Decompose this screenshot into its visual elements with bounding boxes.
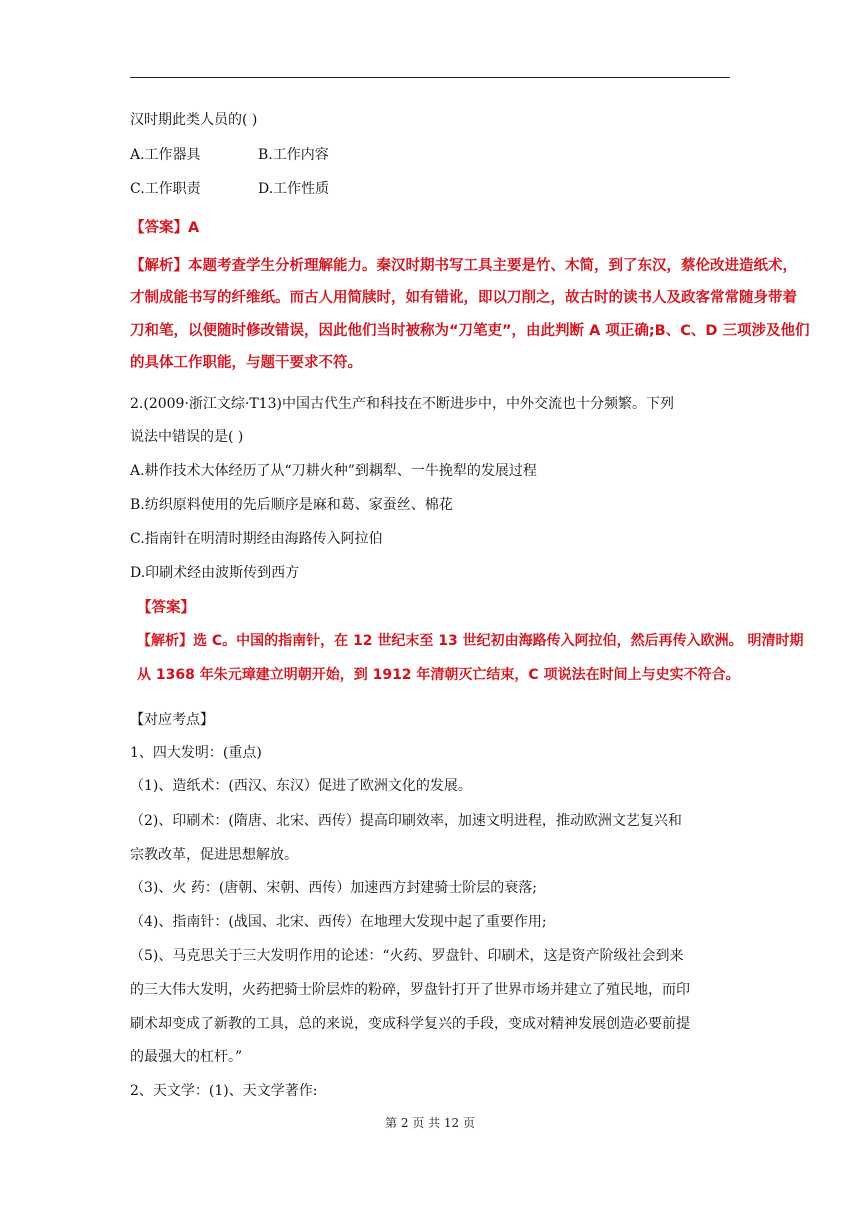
answer2-analysis-line: 从 1368 年朱元璋建立明朝开始，到 1912 年清朝灭亡结束，C 项说法在时间上与史实不符合。 bbox=[137, 667, 740, 683]
points-line: 的三大伟大发明，火药把骑士阶层炸的粉碎，罗盘针打开了世界市场并建立了殖民地，而印 bbox=[130, 982, 690, 998]
option-c-text: C.工作职责 bbox=[130, 181, 201, 197]
points-line: 1、四大发明：(重点) bbox=[130, 745, 262, 761]
answer1-analysis-line: 【解析】本题考查学生分析理解能力。秦汉时期书写工具主要是竹、木简，到了东汉，蔡伦改进造纸术， bbox=[130, 258, 797, 274]
answer1-analysis-line: 刀和笔，以便随时修改错误，因此他们当时被称为“刀笔吏”，由此判断 A 项正确;B、C、D 三项涉及他们 bbox=[130, 323, 810, 339]
answer1-analysis-line: 才制成能书写的纤维纸。而古人用简牍时，如有错讹，即以刀削之，故古时的读书人及政客常常随身带着 bbox=[130, 290, 797, 306]
points-line: （2)、印刷术：(隋唐、北宋、西传）提高印刷效率，加速文明进程，推动欧洲文艺复兴和 bbox=[130, 813, 682, 829]
question2-option-b: B.纺织原料使用的先后顺序是麻和葛、家蚕丝、棉花 bbox=[130, 497, 453, 513]
points-line: 刷术却变成了新教的工具，总的来说，变成科学复兴的手段，变成对精神发展创造必要前提 bbox=[130, 1016, 690, 1032]
page-footer: 第 2 页 共 12 页 bbox=[385, 1116, 475, 1130]
question2-option-d: D.印刷术经由波斯传到西方 bbox=[130, 565, 300, 581]
points-line: （5)、马克思关于三大发明作用的论述：“火药、罗盘针、印刷术，这是资产阶级社会到来 bbox=[130, 948, 684, 964]
question2-option-c: C.指南针在明清时期经由海路传入阿拉伯 bbox=[130, 531, 383, 547]
points-line: （3)、火 药：(唐朝、宋朝、西传）加速西方封建骑士阶层的衰落; bbox=[130, 880, 537, 896]
points-line: （1)、造纸术：(西汉、东汉）促进了欧洲文化的发展。 bbox=[130, 778, 472, 794]
points-heading: 【对应考点】 bbox=[130, 712, 214, 728]
option-b-text: B.工作内容 bbox=[258, 147, 329, 163]
points-line: 宗教改革，促进思想解放。 bbox=[130, 847, 298, 863]
question1-tail: 汉时期此类人员的( ) bbox=[130, 112, 258, 128]
points-line: 2、天文学：(1)、天文学著作: bbox=[130, 1083, 318, 1099]
points-line: 的最强大的杠杆。” bbox=[130, 1049, 243, 1065]
option-d-text: D.工作性质 bbox=[258, 181, 330, 197]
answer1-analysis-line: 的具体工作职能，与题干要求不符。 bbox=[130, 355, 362, 371]
option-c bbox=[130, 179, 330, 199]
answer2-analysis-line: 【解析】选 C。中国的指南针，在 12 世纪末至 13 世纪初由海路传入阿拉伯，然后再传入欧洲。 明清时期 bbox=[137, 633, 804, 649]
header-rule bbox=[130, 77, 730, 78]
question2-line: 2.(2009·浙江文综·T13)中国古代生产和科技在不断进步中，中外交流也十分频繁。下列 bbox=[130, 396, 674, 412]
question2-option-a: A.耕作技术大体经历了从“刀耕火种”到耦犁、一牛挽犁的发展过程 bbox=[130, 463, 537, 479]
question2-line: 说法中错误的是( ) bbox=[130, 429, 244, 445]
answer2-label: 【答案】 bbox=[137, 600, 195, 616]
option-a-text: A.工作器具 bbox=[130, 147, 201, 163]
option-a bbox=[130, 145, 329, 165]
answer1-label: 【答案】A bbox=[130, 220, 200, 236]
points-line: （4)、指南针：(战国、北宋、西传）在地理大发现中起了重要作用; bbox=[130, 914, 547, 930]
